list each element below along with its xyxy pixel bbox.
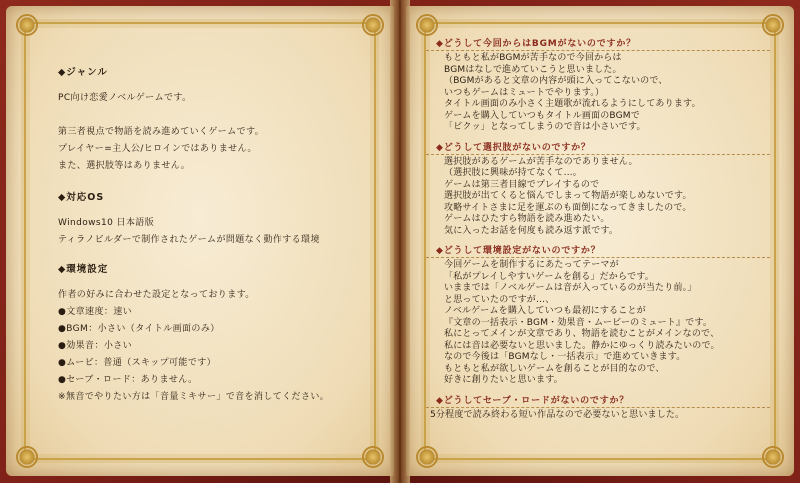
text-line: ●文章速度：速い xyxy=(58,307,133,317)
text-line: ティラノビルダーで制作されたゲームが問題なく動作する環境 xyxy=(58,235,320,245)
ornament-corner-icon xyxy=(362,446,384,468)
text-line: 『文章の一括表示・BGM・効果音・ムービーのミュート』です。 xyxy=(444,317,713,328)
text-line: タイトル画面のみ小さく主題歌が流れるようにしてあります。 xyxy=(444,99,701,109)
faq-settings xyxy=(426,243,770,387)
text-line: BGMはなしで進めていこうと思いました。 xyxy=(444,64,622,75)
text-line: 作者の好みに合わせた設定となっております。 xyxy=(58,290,255,300)
faq-heading: ◆どうしてセーブ・ロードがないのですか？ xyxy=(426,393,770,408)
text-line: 選択肢が出てくると悩んでしまって物語が楽しめないです。 xyxy=(444,191,692,201)
text-line: 今回ゲームを制作するにあたってテーマが xyxy=(444,260,619,270)
text-line: ●ムービ：普通（スキップ可能です） xyxy=(58,358,217,368)
text-line: 選択肢があるゲームが苦手なのでありません。 xyxy=(444,156,638,167)
text-line: 5分程度で読み終わる短い作品なので必要ないと思いました。 xyxy=(430,409,685,420)
faq-heading: ◆どうして選択肢がないのですか？ xyxy=(426,140,770,155)
text-line: ゲームは第三者目線でプレイするので xyxy=(444,179,600,190)
text-line: ゲームはひたすら物語を読み進めたい。 xyxy=(444,214,610,224)
text-line: 私にとってメインが文章であり、物語を読むことがメインなので、 xyxy=(444,329,720,339)
text-line: ●BGM：小さい（タイトル画面のみ） xyxy=(58,324,220,334)
text-line: いつもゲームはミュートでやります。） xyxy=(444,87,605,98)
text-line: プレイヤー=主人公/ヒロインではありません。 xyxy=(58,144,257,154)
ornament-corner-icon xyxy=(16,446,38,468)
text-line: ※無音でやりたい方は「音量ミキサー」で音を消してください。 xyxy=(58,392,330,402)
text-line: 私には音は必要ないと思いました。静かにゆっくり読みたいので。 xyxy=(444,340,720,351)
text-line: 「ビクッ」となってしまうので音は小さいです。 xyxy=(444,122,646,132)
text-line: もともと私が欲しいゲームを創ることが目的なので、 xyxy=(444,363,665,374)
ornament-corner-icon xyxy=(762,446,784,468)
section-genre xyxy=(58,64,378,175)
faq-heading: ◆どうして環境設定がないのですか？ xyxy=(426,243,770,258)
section-os xyxy=(58,189,378,249)
text-line: Windows10 日本語版 xyxy=(58,218,155,228)
text-line: いままでは「ノベルゲームは音が入っているのが当たり前。」 xyxy=(444,283,697,293)
text-line: PC向け恋愛ノベルゲームです。 xyxy=(58,93,192,103)
section-heading: ◆対応OS xyxy=(58,192,105,203)
text-line: もともと私がBGMが苦手なので今回からは xyxy=(444,53,622,63)
text-line: なので今後は「BGMなし・一括表示」で進めていきます。 xyxy=(444,352,686,362)
ornament-corner-icon xyxy=(416,14,438,36)
text-line: と思っていたのですが…、 xyxy=(444,294,555,305)
text-line: 気に入ったお話を何度も読み返す派です。 xyxy=(444,225,619,236)
ornament-corner-icon xyxy=(762,14,784,36)
section-settings xyxy=(58,261,378,406)
section-heading: ◆ジャンル xyxy=(58,67,108,78)
faq-heading: ◆どうして今回からはBGMがないのですか？ xyxy=(426,36,770,51)
left-page-content xyxy=(58,64,378,416)
section-heading: ◆環境設定 xyxy=(58,264,109,275)
text-line: ●セーブ・ロード：ありません。 xyxy=(58,375,198,385)
text-line: （選択肢に興味が持てなくて…。 xyxy=(444,168,583,178)
faq-choices xyxy=(426,140,770,238)
text-line: 「私がプレイしやすいゲームを創る」だからです。 xyxy=(444,271,654,282)
ornament-corner-icon xyxy=(416,446,438,468)
text-line: 攻略サイトさまに足を運ぶのも面倒になってきましたので。 xyxy=(444,202,692,213)
text-line: ●効果音：小さい xyxy=(58,341,133,351)
right-page-content xyxy=(426,36,770,427)
faq-save-load xyxy=(426,393,770,422)
text-line: また、選択肢等はありません。 xyxy=(58,161,191,171)
text-line: ノベルゲームを購入していつも最初にすることが xyxy=(444,306,646,316)
text-line xyxy=(58,107,378,124)
text-line: 好きに創りたいと思います。 xyxy=(444,375,563,385)
text-line: ゲームを購入していつもタイトル画面のBGMで xyxy=(444,110,640,121)
book-spine xyxy=(390,0,410,483)
ornament-corner-icon xyxy=(362,14,384,36)
ornament-corner-icon xyxy=(16,14,38,36)
text-line: 第三者視点で物語を読み進めていくゲームです。 xyxy=(58,127,265,137)
text-line: （BGMがあると文章の内容が頭に入ってこないので、 xyxy=(444,76,668,86)
faq-bgm xyxy=(426,36,770,134)
